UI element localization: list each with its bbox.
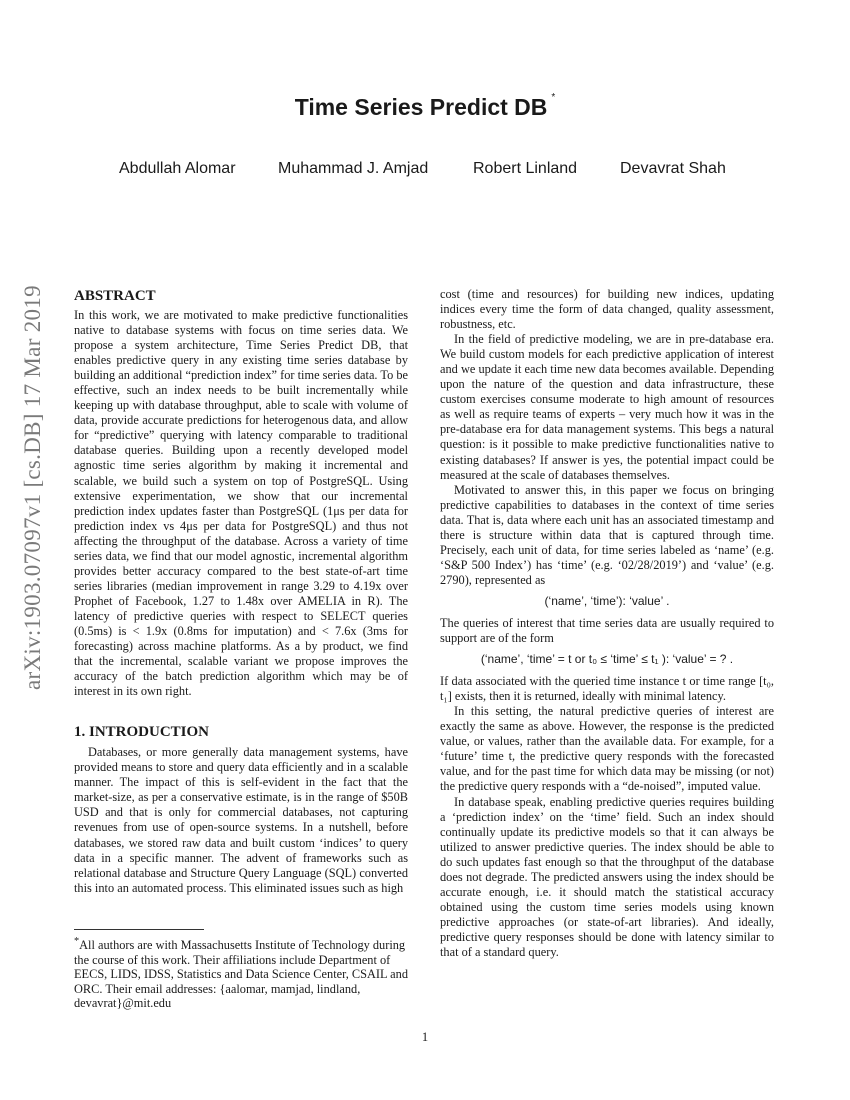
author-2: Muhammad J. Amjad <box>278 160 429 177</box>
paper-title <box>0 94 850 121</box>
introduction-paragraph-1: Databases, or more generally data management systems, have provided means to store and query data efficiently and in a scalable manner. The impact of this is self-evident in the fact that the market-size, as per a conservative estimate, is in the range of $50B USD and that is only for commercial databases, not capturing revenues from use of open-source systems. In a nutshell, before databases, we stored raw data and built custom ‘indices’ to query data in a specific manner. The advent of frameworks such as relational database and Structure Query Language (SQL) converted this into an automated process. This eliminated issues such as high <box>74 745 408 895</box>
author-3: Robert Linland <box>473 160 578 177</box>
footnote-text: All authors are with Massachusetts Institute of Technology during the course of this work. Their affiliations include Department of EECS, LIDS, IDSS, Statistics and Data Science Center, CSAIL and ORC. Their email addresses: {aalomar, mamjad, lindland, devavrat}@mit.edu <box>74 938 408 1011</box>
author-4: Devavrat Shah <box>620 160 726 177</box>
footnote-mark: * <box>74 936 80 947</box>
page-number: 1 <box>421 1030 429 1044</box>
right-paragraph-5: If data associated with the queried time instance t or time range [t₀, t₁] exists, then it is returned, ideally with minimal latency. <box>440 674 774 704</box>
introduction-heading: 1. INTRODUCTION <box>74 724 210 741</box>
abstract-heading: ABSTRACT <box>74 288 156 304</box>
right-paragraph-2: In the field of predictive modeling, we are in pre-database era. We build custom models for each predictive application of interest and we update it each time new data becomes available. Depending upon the nature of the question and data infrastructure, these custom exercises consume moderate to high amount of resources as well as require teams of experts – very much how it was in the pre-database era for data management systems. This begs a natural question: is it possible to make predictive functionalities native to existing databases? If answer is yes, the potential impact could be measured at the scale of databases themselves. <box>440 332 774 482</box>
right-paragraph-3: Motivated to answer this, in this paper we focus on bringing predictive capabilities to databases in the context of time series data. That is, data where each unit has an associated timestamp and there is structure within data that is captured through time. Precisely, each unit of data, for time series labeled as ‘name’ (e.g. ‘S&P 500 Index’) has ‘time’ (e.g. ‘02/28/2019’) and ‘value’ (e.g. 2790), represented as <box>440 482 774 587</box>
right-paragraph-7: In database speak, enabling predictive queries requires building a ‘prediction index’ on the ‘time’ field. Such an index should continually update its predictive models so that it can always be utilized to answer predictive queries. The index should be able to do such updates fast enough so that the throughput of the database does not degrade. The predicted answers using the index should be accurate enough, i.e. it should match the statistical accuracy obtained using the custom time series models using known predictive approaches (or state-of-art libraries). And ideally, predictive query responses should be done with latency similar to that of a standard query. <box>440 794 774 959</box>
footnote <box>74 929 408 1011</box>
left-column <box>74 287 408 896</box>
author-1: Abdullah Alomar <box>119 160 236 177</box>
right-paragraph-4: The queries of interest that time series data are usually required to support are of the form <box>440 615 774 646</box>
right-paragraph-1: cost (time and resources) for building new indices, updating indices every time the form of data changed, quality assessment, robustness, etc. <box>440 287 774 332</box>
footnote-rule <box>74 929 204 930</box>
title-footnote-mark: * <box>551 92 556 103</box>
paper-title-text: Time Series Predict DB <box>294 94 548 120</box>
arxiv-identifier-stamp: arXiv:1903.07097v1 [cs.DB] 17 Mar 2019 <box>20 285 45 690</box>
right-column <box>440 287 774 960</box>
abstract-text: In this work, we are motivated to make predictive functionalities native to database systems with focus on time series data. We propose a system architecture, Time Series Predict DB, that enables predictive query in any existing time series database by building an additional “prediction index” for time series data. To be effective, such an index needs to be built incrementally while keeping up with database throughput, able to scale with volume of data, provide accurate predictions for heterogenous data, and allow for “predictive” querying with latency comparable to traditional database queries. Building upon a recently developed model agnostic time series algorithm by making it incremental and scalable, we build such a system on top of PostgreSQL. Using extensive experimentation, we show that our incremental prediction index updates faster than PostgreSQL (1μs per data for prediction index vs 4μs per data for PostgreSQL) and thus not affecting the throughput of the database. Across a variety of time series data, we find that our model agnostic, incremental algorithm provides better accuracy compared to the best state-of-art time series libraries (median improvement in range 3.29 to 4.19x over Prophet of Facebook, 1.27 to 1.48x over AMELIA in R). The latency of predictive queries with respect to SELECT queries (0.5ms) is < 1.9x (0.8ms for imputation) and < 7.6x (3ms for forecasting) across machine platforms. As a by product, we find that the incremental, scalable variant we propose improves the accuracy of the batch prediction algorithm which may be of interest in its own right. <box>74 308 408 699</box>
right-paragraph-6: In this setting, the natural predictive queries of interest are exactly the same as above. However, the response is the predicted value, or values, rather than the available data. For example, for a ‘future’ time t, the predictive query responds with the forecasted value, and for the past time for which data may be missing (or not) the predictive query responds with a “de-noised”, imputed value. <box>440 704 774 794</box>
equation-record-form: (‘name’, ‘time’): ‘value’ . <box>544 593 670 608</box>
equation-query-form: (‘name’, ‘time’ = t or t₀ ≤ ‘time’ ≤ t₁ ): ‘value’ = ? . <box>480 652 734 667</box>
